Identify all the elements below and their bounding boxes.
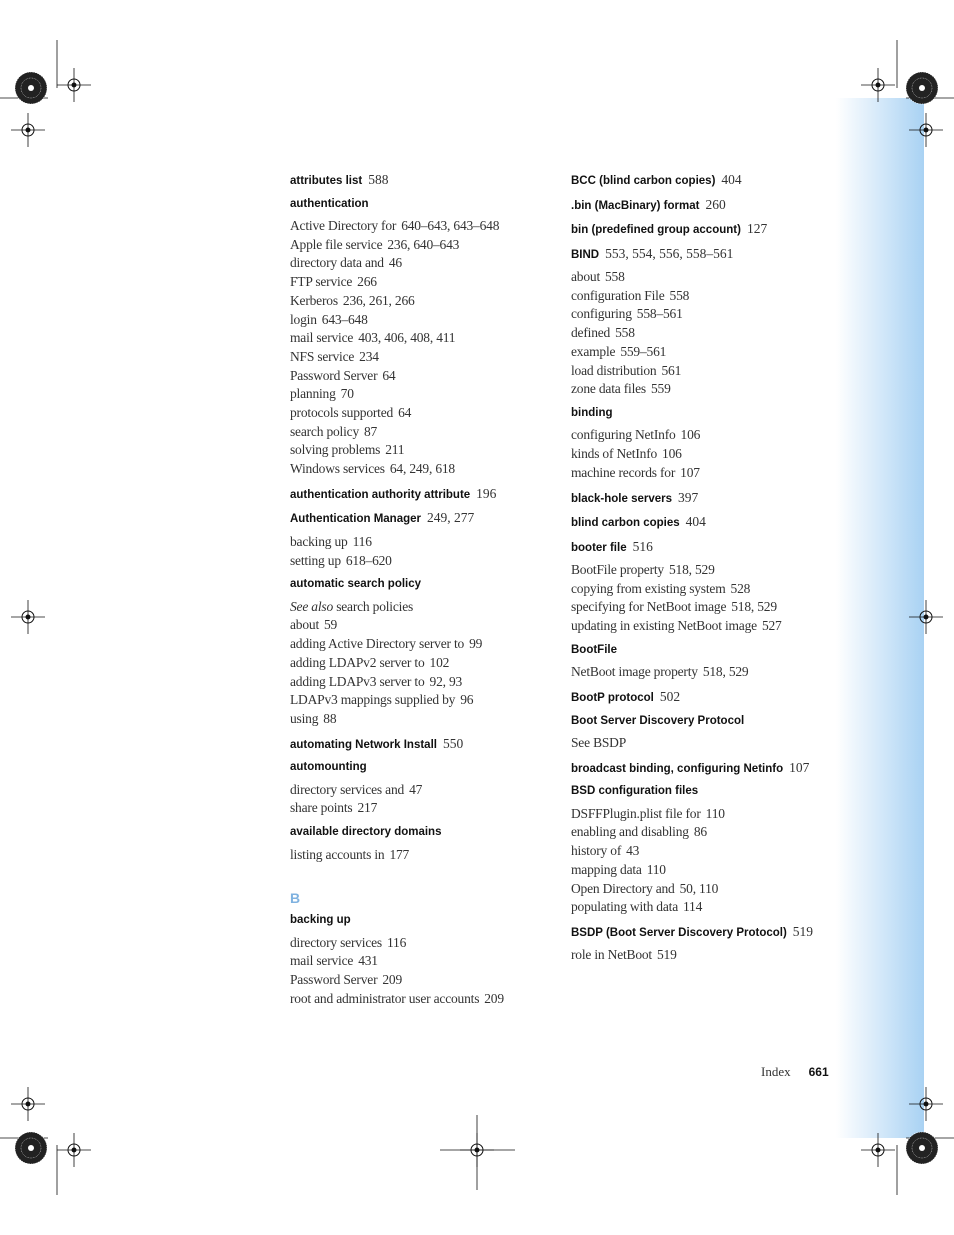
subentry-pages: 96	[460, 692, 474, 708]
index-entry	[571, 514, 836, 532]
index-entry	[290, 510, 555, 570]
subentry	[290, 423, 555, 442]
subentry-pages: 643–648	[321, 311, 368, 327]
subentry-text: configuring NetInfo	[571, 427, 676, 443]
index-entry	[571, 221, 836, 239]
subentry	[290, 971, 555, 990]
subentry-text: using	[290, 710, 319, 726]
subentry-text: zone data files	[571, 381, 646, 397]
entry-heading	[571, 246, 836, 264]
subentry-text: adding LDAPv3 server to	[290, 673, 425, 689]
entry-term: .bin (MacBinary) format	[571, 199, 700, 212]
subentry-text: Active Directory for	[290, 218, 397, 233]
subentry-pages: 518, 529	[702, 664, 749, 680]
subentry	[290, 385, 555, 404]
subentry-pages: 50, 110	[679, 880, 719, 896]
subentry-list	[571, 268, 836, 399]
index-entry	[571, 924, 836, 965]
subentry	[290, 292, 555, 311]
subentry	[571, 561, 836, 580]
subentry	[571, 805, 836, 824]
index-column-right	[571, 172, 836, 965]
subentry	[290, 348, 555, 367]
entry-term: BootFile	[571, 643, 617, 656]
entry-heading	[571, 514, 836, 532]
subentry-text: Apple file service	[290, 236, 383, 252]
subentry	[290, 934, 555, 953]
subentry-pages: 70	[340, 386, 354, 402]
entry-heading	[290, 760, 555, 776]
entry-heading	[290, 172, 555, 190]
subentry-text: See BSDP	[571, 735, 627, 751]
subentry-pages: 518, 529	[668, 562, 715, 578]
subentry-pages: 106	[662, 446, 682, 462]
entry-term: Authentication Manager	[290, 513, 421, 526]
subentry-pages: 558–561	[636, 306, 683, 322]
subentry-pages: 640–643, 643–648	[401, 218, 500, 233]
index-entry	[290, 760, 555, 818]
subentry-text: updating in existing NetBoot image	[571, 618, 757, 634]
subentry-text: history of	[571, 843, 622, 859]
entry-term: backing up	[290, 914, 351, 927]
entry-heading	[290, 510, 555, 528]
subentry-text: machine records for	[571, 464, 676, 480]
subentry-pages: 114	[682, 899, 703, 915]
entry-term: BSDP (Boot Server Discovery Protocol)	[571, 926, 787, 939]
subentry	[571, 861, 836, 880]
subentry-pages: 64	[382, 367, 396, 383]
subentry-list	[290, 934, 555, 1009]
subentry	[290, 441, 555, 460]
subentry	[290, 273, 555, 292]
subentry	[290, 673, 555, 692]
subentry	[290, 846, 555, 865]
subentry-list	[290, 533, 555, 570]
entry-term: automatic search policy	[290, 578, 422, 591]
index-entry	[290, 825, 555, 864]
entry-heading	[290, 913, 555, 929]
entry-pages: 553, 554, 556, 558–561	[605, 245, 734, 261]
entry-term: attributes list	[290, 175, 363, 187]
entry-pages: 502	[659, 689, 681, 705]
entry-heading	[571, 221, 836, 239]
entry-term: automating Network Install	[290, 738, 437, 751]
subentry-pages: 110	[705, 805, 725, 821]
subentry	[571, 305, 836, 324]
subentry-text: LDAPv3 mappings supplied by	[290, 692, 456, 708]
subentry-list	[571, 734, 836, 753]
subentry-text: login	[290, 311, 317, 327]
entry-term: available directory domains	[290, 826, 442, 839]
entry-pages: 516	[632, 538, 653, 554]
subentry	[290, 654, 555, 673]
entry-term: authentication authority attribute	[290, 488, 471, 501]
subentry-pages: 518, 529	[731, 599, 777, 615]
index-entry	[290, 913, 555, 1008]
entry-term: binding	[571, 406, 613, 419]
subentry	[571, 617, 836, 636]
subentry-list	[290, 781, 555, 818]
subentry	[571, 946, 836, 965]
subentry-list	[571, 946, 836, 965]
subentry-list	[571, 663, 836, 682]
subentry-text: Open Directory and	[571, 880, 675, 896]
subentry-text: adding LDAPv2 server to	[290, 654, 425, 670]
entry-heading	[571, 760, 836, 778]
subentry-text: BootFile property	[571, 562, 664, 578]
subentry	[290, 781, 555, 800]
subentry-pages: 107	[680, 464, 700, 480]
subentry-text: search policy	[290, 423, 359, 439]
entry-term: BSD configuration files	[571, 785, 699, 798]
entry-pages: 196	[476, 485, 497, 501]
subentry-pages: 46	[388, 255, 402, 271]
entry-pages: 397	[678, 489, 699, 505]
subentry-pages: 110	[646, 861, 666, 877]
entry-pages: 404	[721, 172, 742, 187]
subentry-pages: 64	[398, 405, 412, 421]
subentry-list	[290, 598, 555, 729]
subentry	[571, 380, 836, 399]
index-entry	[571, 406, 836, 483]
entry-term: broadcast binding, configuring Netinfo	[571, 762, 784, 775]
subentry	[290, 460, 555, 479]
subentry	[290, 329, 555, 348]
subentry	[571, 445, 836, 464]
entry-pages: 588	[368, 172, 389, 187]
entry-heading	[571, 197, 836, 215]
index-entry	[571, 197, 836, 215]
subentry	[290, 598, 555, 617]
subentry-pages: 431	[358, 953, 378, 969]
subentry	[290, 217, 555, 236]
subentry-text: Kerberos	[290, 292, 338, 308]
index-entry	[290, 577, 555, 728]
subentry-text: backing up	[290, 533, 348, 549]
subentry-pages: 236, 640–643	[387, 236, 460, 252]
subentry	[571, 324, 836, 343]
subentry-text: share points	[290, 800, 353, 816]
subentry-text: protocols supported	[290, 405, 394, 421]
subentry	[290, 952, 555, 971]
subentry-text: directory services	[290, 934, 382, 950]
subentry	[290, 990, 555, 1009]
subentry-text: configuring	[571, 306, 632, 322]
index-entry	[571, 760, 836, 778]
entry-heading	[571, 689, 836, 707]
subentry-text: adding Active Directory server to	[290, 636, 465, 652]
entry-term: BCC (blind carbon copies)	[571, 175, 716, 187]
subentry-pages: 59	[324, 617, 338, 633]
subentry	[571, 842, 836, 861]
subentry-pages: 559–561	[620, 343, 667, 359]
subentry-text: role in NetBoot	[571, 947, 652, 963]
subentry	[290, 367, 555, 386]
subentry-pages: 92, 93	[429, 673, 463, 689]
subentry-text: listing accounts in	[290, 846, 385, 862]
entry-pages: 550	[442, 735, 464, 751]
subentry-text: kinds of NetInfo	[571, 446, 658, 462]
subentry-text: specifying for NetBoot image	[571, 599, 727, 615]
entry-term: BootP protocol	[571, 692, 654, 705]
subentry-text: Password Server	[290, 367, 378, 383]
entry-heading	[571, 539, 836, 557]
subentry-text: root and administrator user accounts	[290, 990, 480, 1006]
subentry-text: mail service	[290, 953, 354, 969]
subentry-pages: 519	[657, 947, 677, 963]
subentry-pages: 558	[669, 287, 690, 303]
subentry-text: directory data and	[290, 255, 384, 271]
subentry-pages: 87	[364, 423, 378, 439]
index-column-left	[290, 172, 555, 1009]
index-entry	[571, 490, 836, 508]
subentry-pages: 528	[730, 580, 751, 596]
index-entry	[571, 246, 836, 399]
entry-heading	[290, 197, 555, 213]
subentry-text: load distribution	[571, 362, 657, 378]
subentry	[571, 734, 836, 753]
entry-pages: 249, 277	[426, 510, 475, 526]
index-entry	[571, 643, 836, 682]
entry-heading	[571, 784, 836, 800]
subentry-text: solving problems	[290, 442, 381, 458]
subentry-pages: 561	[661, 362, 682, 378]
subentry	[571, 880, 836, 899]
subentry-pages: 527	[761, 618, 782, 634]
entry-pages: 260	[705, 196, 726, 212]
subentry-list	[290, 846, 555, 865]
entry-heading	[290, 577, 555, 593]
entry-term: Boot Server Discovery Protocol	[571, 714, 745, 727]
subentry-pages: 559	[650, 381, 671, 397]
subentry-text: about	[290, 617, 319, 633]
subentry-text: FTP service	[290, 274, 353, 290]
subentry-pages: 86	[693, 824, 707, 840]
subentry	[571, 580, 836, 599]
entry-term: BIND	[571, 248, 600, 261]
subentry	[571, 598, 836, 617]
entry-pages: 107	[789, 759, 810, 775]
subentry	[571, 287, 836, 306]
subentry	[290, 691, 555, 710]
subentry	[571, 823, 836, 842]
subentry-pages: 64, 249, 618	[389, 461, 455, 477]
subentry-text: about	[571, 269, 600, 284]
subentry-list	[571, 426, 836, 482]
entry-term: blind carbon copies	[571, 517, 680, 530]
entry-heading	[571, 406, 836, 422]
entry-term: black-hole servers	[571, 492, 673, 505]
subentry-text: populating with data	[571, 899, 678, 915]
subentry	[290, 236, 555, 255]
subentry-text: Windows services	[290, 461, 385, 477]
entry-heading	[571, 924, 836, 942]
index-entry	[571, 172, 836, 190]
subentry	[571, 464, 836, 483]
subentry-pages: 403, 406, 408, 411	[358, 330, 456, 346]
subentry-pages: 209	[484, 990, 504, 1006]
subentry-pages: 177	[389, 846, 410, 862]
subentry-pages: 102	[429, 654, 450, 670]
subentry-pages: 88	[323, 710, 337, 726]
subentry-text: defined	[571, 325, 611, 341]
entry-heading	[571, 490, 836, 508]
subentry-pages: 558	[615, 325, 635, 341]
subentry-text: directory services and	[290, 781, 405, 797]
entry-term: authentication	[290, 197, 369, 210]
footer-label: Index	[761, 1064, 791, 1079]
subentry	[571, 663, 836, 682]
index-entry	[290, 736, 555, 754]
subentry-pages: 106	[680, 427, 701, 443]
entry-pages: 519	[792, 923, 814, 939]
subentry-text: NetBoot image property	[571, 664, 698, 680]
page-number: 661	[808, 1065, 829, 1079]
index-entry	[571, 689, 836, 707]
entry-heading	[290, 825, 555, 841]
subentry-text: search policies	[336, 598, 414, 614]
entry-heading	[290, 736, 555, 754]
subentry	[290, 710, 555, 729]
subentry-pages: 234	[359, 348, 379, 364]
subentry-pages: 209	[382, 972, 403, 988]
subentry-text: setting up	[290, 552, 341, 568]
entry-term: automounting	[290, 761, 367, 774]
entry-heading	[571, 172, 836, 190]
entry-term: bin (predefined group account)	[571, 224, 741, 236]
subentry-text: enabling and disabling	[571, 824, 689, 840]
subentry-text: DSFFPlugin.plist file for	[571, 805, 701, 821]
entry-term: booter file	[571, 541, 627, 554]
subentry	[571, 343, 836, 362]
entry-heading	[290, 486, 555, 504]
subentry	[290, 311, 555, 330]
subentry	[571, 898, 836, 917]
subentry-text: planning	[290, 386, 336, 402]
subentry	[290, 799, 555, 818]
subentry	[290, 616, 555, 635]
subentry-text: NFS service	[290, 348, 355, 364]
subentry	[571, 362, 836, 381]
subentry-pages: 558	[605, 269, 625, 284]
subentry-list	[290, 217, 555, 479]
index-entry	[290, 172, 555, 190]
subentry-text: mail service	[290, 330, 354, 346]
subentry-pages: 618–620	[345, 552, 392, 568]
subentry-text: copying from existing system	[571, 580, 726, 596]
entry-heading	[571, 643, 836, 659]
see-also-label: See also	[290, 598, 334, 614]
section-letter: B	[290, 890, 301, 907]
subentry	[571, 268, 836, 287]
subentry-pages: 116	[352, 533, 372, 549]
subentry-pages: 47	[409, 781, 423, 797]
subentry-pages: 116	[386, 934, 407, 950]
subentry-pages: 266	[357, 274, 377, 290]
subentry-text: Password Server	[290, 972, 378, 988]
entry-heading	[571, 714, 836, 730]
subentry	[290, 635, 555, 654]
subentry-pages: 217	[357, 800, 378, 816]
subentry-text: configuration File	[571, 287, 665, 303]
index-entry	[571, 784, 836, 917]
subentry-text: mapping data	[571, 861, 642, 877]
entry-pages: 404	[685, 514, 706, 530]
subentry	[290, 552, 555, 571]
index-entry	[571, 714, 836, 753]
subentry	[571, 426, 836, 445]
subentry-list	[571, 805, 836, 917]
subentry	[290, 254, 555, 273]
page-footer	[761, 1063, 829, 1081]
entry-pages: 127	[746, 221, 768, 236]
subentry-pages: 211	[385, 442, 405, 458]
subentry	[290, 404, 555, 423]
index-entry	[571, 539, 836, 636]
index-entry	[290, 486, 555, 504]
subentry-pages: 43	[626, 843, 640, 859]
subentry-pages: 236, 261, 266	[342, 292, 415, 308]
subentry-pages: 99	[469, 636, 483, 652]
index-entry	[290, 197, 555, 479]
subentry-text: example	[571, 343, 616, 359]
subentry-list	[571, 561, 836, 636]
subentry	[290, 533, 555, 552]
